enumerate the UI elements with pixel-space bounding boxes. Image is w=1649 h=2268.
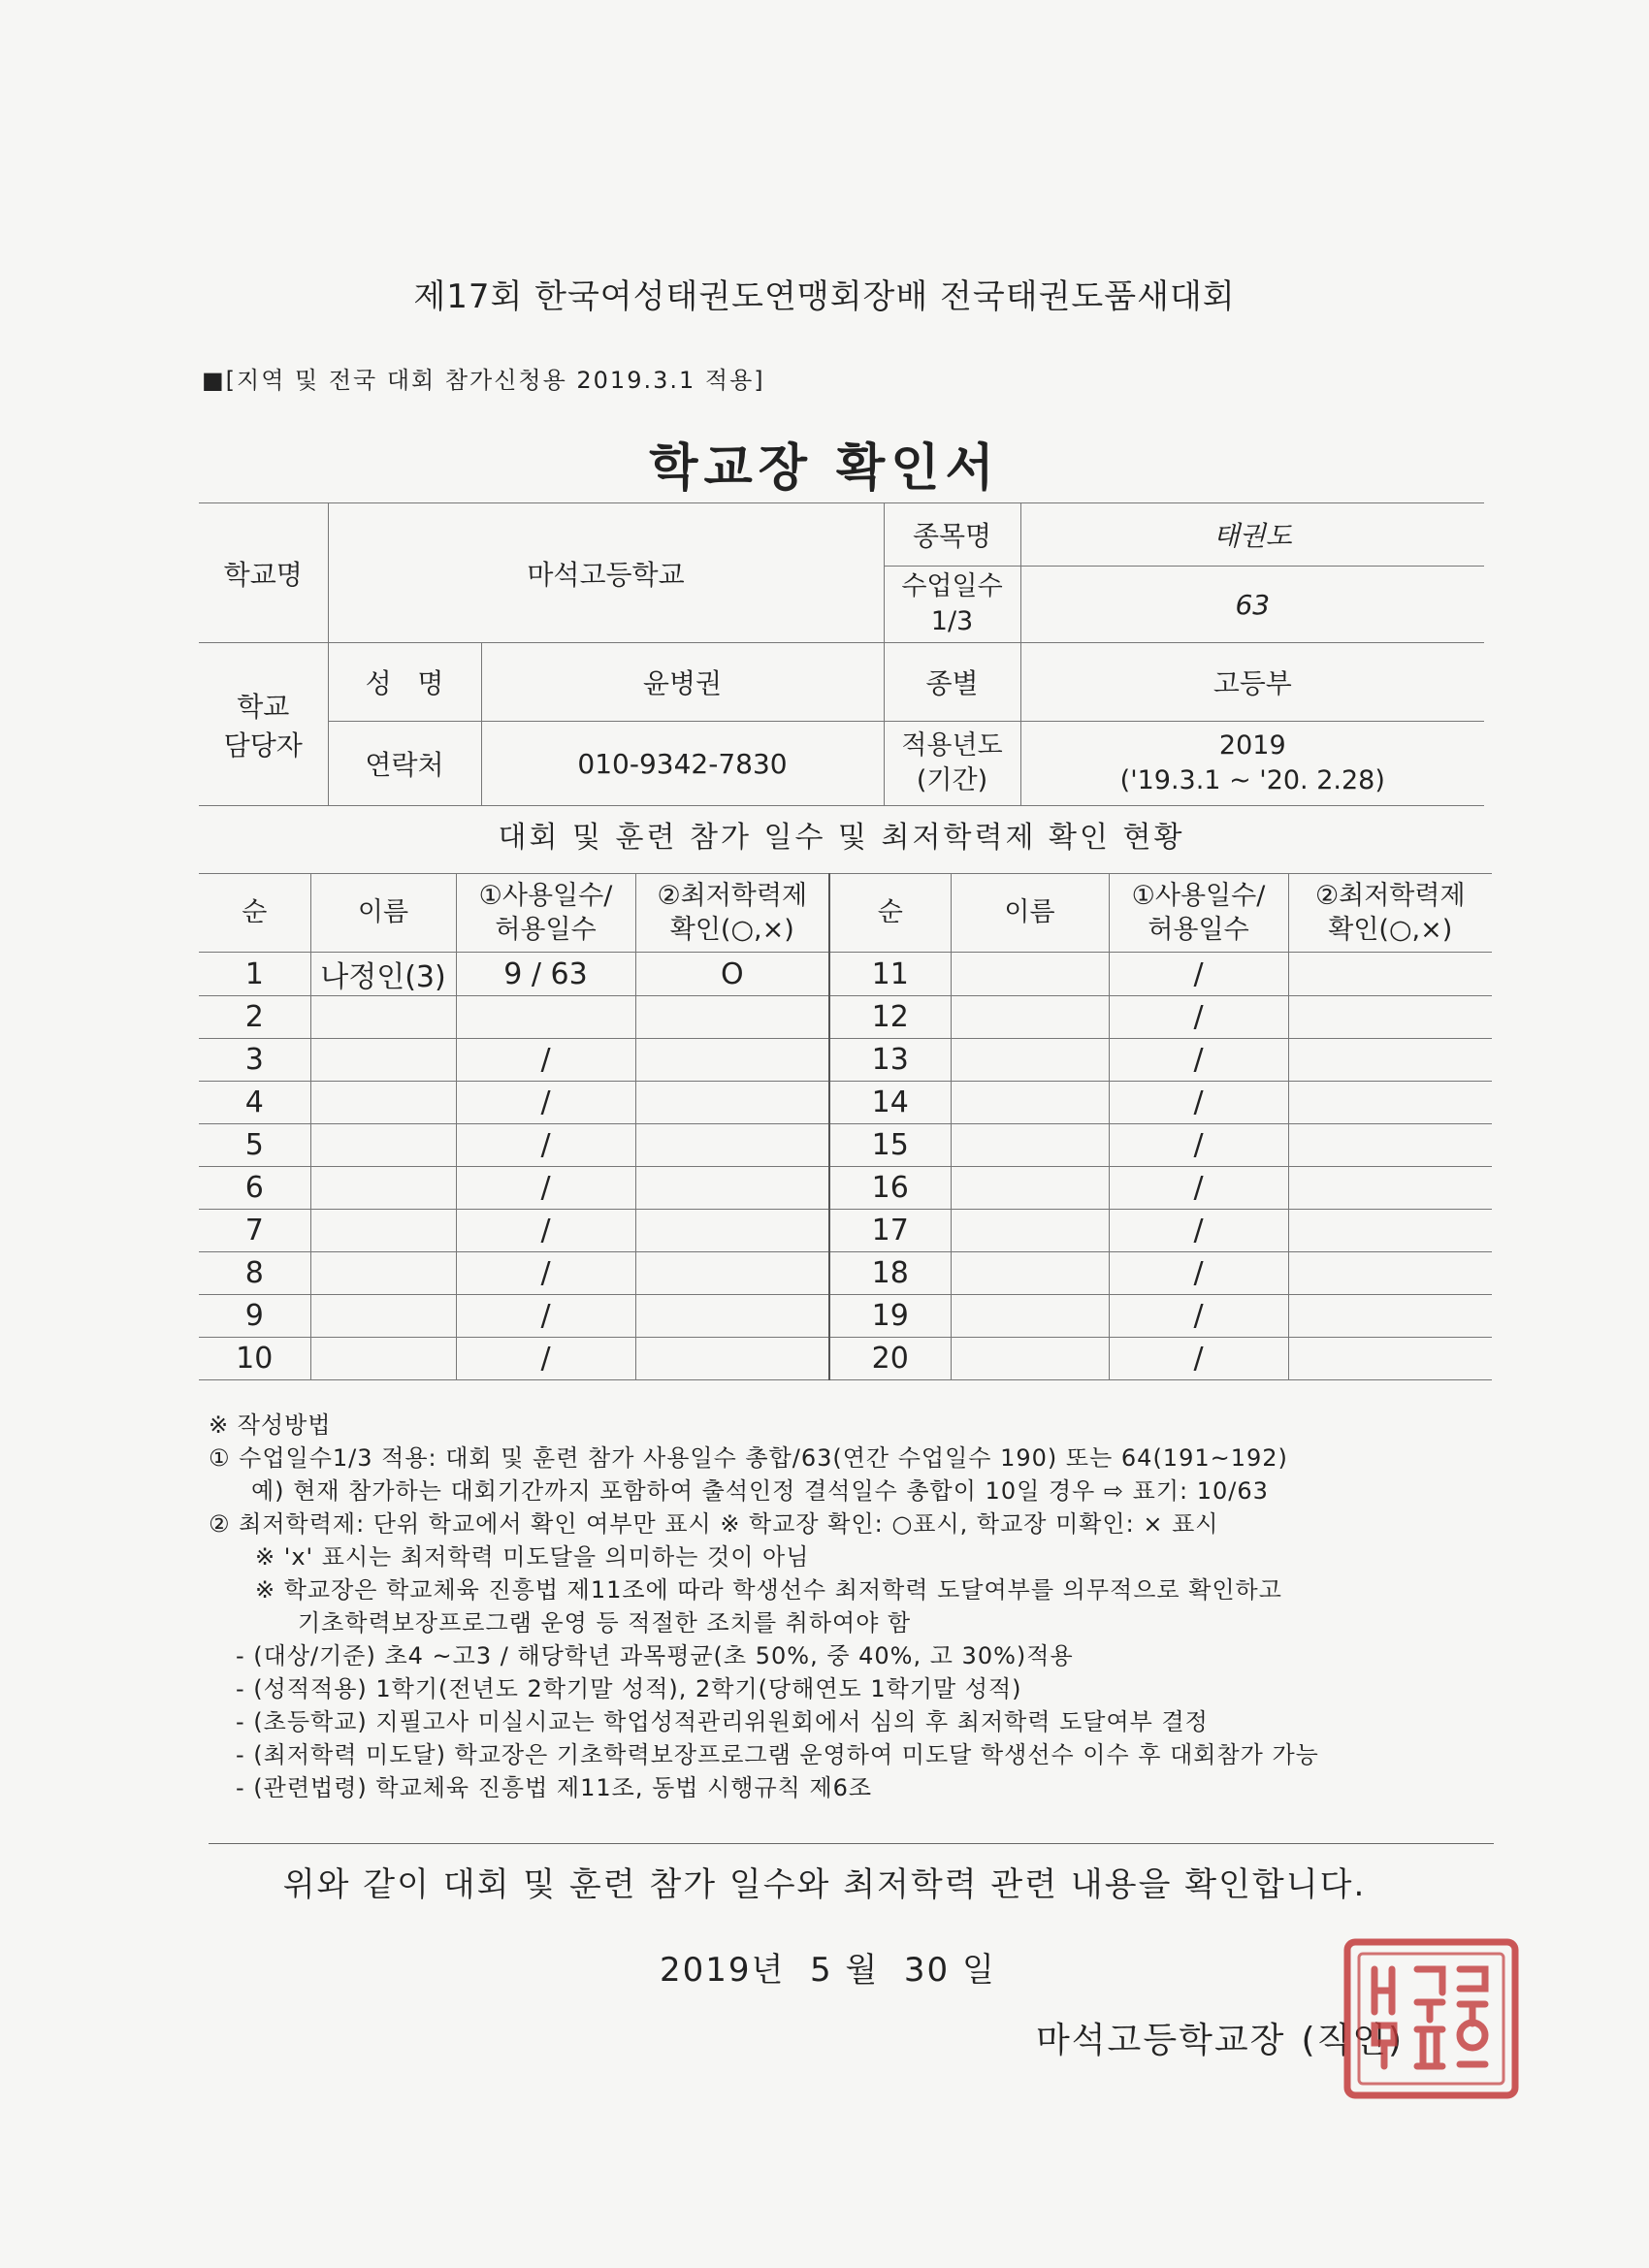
note-line: 기초학력보장프로그램 운영 등 적절한 조치를 취하여야 함 xyxy=(298,1609,912,1636)
note-line: - (초등학교) 지필고사 미실시교는 학업성적관리위원회에서 심의 후 최저학력 도달여부 결정 xyxy=(236,1708,1209,1735)
school-info-table xyxy=(199,502,1484,806)
year-label-line1: 적용년도 xyxy=(901,729,1003,761)
used-days: / xyxy=(456,1124,635,1167)
used-days: / xyxy=(456,1039,635,1082)
min-academic-confirm xyxy=(1288,1252,1492,1295)
used-days: / xyxy=(1109,1124,1288,1167)
used-days: / xyxy=(456,1210,635,1252)
col-header-days xyxy=(1109,874,1288,953)
col-header-confirm-line2: 확인(○,×) xyxy=(1328,915,1453,945)
used-days: / xyxy=(1109,1082,1288,1124)
player-name xyxy=(310,1338,456,1380)
min-academic-confirm xyxy=(635,1167,829,1210)
manager-label-line2: 담당자 xyxy=(223,729,303,761)
player-name xyxy=(951,953,1109,996)
principal-title: 마석고등학교장 xyxy=(1036,2021,1286,2060)
status-heading: 대회 및 훈련 참가 일수 및 최저학력제 확인 현황 xyxy=(498,821,1185,855)
manager-label-line1: 학교 xyxy=(237,690,290,723)
confirmation-statement: 위와 같이 대회 및 훈련 참가 일수와 최저학력 관련 내용을 확인합니다. xyxy=(282,1865,1367,1904)
note-line: ② 최저학력제: 단위 학교에서 확인 여부만 표시 ※ 학교장 확인: ○표시, 학교장 미확인: × 표시 xyxy=(209,1510,1219,1538)
class-days-value: 63 xyxy=(1020,567,1484,643)
table-row xyxy=(199,1039,1492,1082)
col-header-days xyxy=(456,874,635,953)
col-header-days-line1: ①사용일수/ xyxy=(1131,880,1266,911)
class-days-label-line2: 1/3 xyxy=(930,606,974,636)
used-days: / xyxy=(456,1295,635,1338)
col-header-no: 순 xyxy=(829,874,951,953)
table-row xyxy=(199,1252,1492,1295)
player-name xyxy=(951,1295,1109,1338)
note-line: ※ 작성방법 xyxy=(209,1411,332,1439)
used-days: / xyxy=(1109,1338,1288,1380)
note-line: - (대상/기준) 초4 ~고3 / 해당학년 과목평균(초 50%, 중 40%, 고 30%)적용 xyxy=(236,1642,1074,1669)
class-days-label-line1: 수업일수 xyxy=(901,570,1003,601)
player-name xyxy=(951,1210,1109,1252)
col-header-confirm xyxy=(635,874,829,953)
used-days: / xyxy=(456,1338,635,1380)
row-number: 16 xyxy=(829,1167,951,1210)
row-number: 11 xyxy=(829,953,951,996)
event-title: 제17회 한국여성태권도연맹회장배 전국태권도품새대회 xyxy=(413,277,1236,316)
player-name: 나정인(3) xyxy=(310,953,456,996)
row-number: 20 xyxy=(829,1338,951,1380)
col-header-no: 순 xyxy=(199,874,310,953)
col-header-confirm-line1: ②최저학력제 xyxy=(657,880,808,911)
col-header-name: 이름 xyxy=(951,874,1109,953)
used-days: / xyxy=(1109,1167,1288,1210)
table-row xyxy=(199,1295,1492,1338)
divider xyxy=(209,1843,1494,1844)
used-days: / xyxy=(1109,1039,1288,1082)
participation-status-table xyxy=(199,873,1492,1380)
school-label: 학교명 xyxy=(199,503,328,643)
col-header-confirm-line2: 확인(○,×) xyxy=(669,915,794,945)
player-name xyxy=(310,1295,456,1338)
player-name xyxy=(310,1082,456,1124)
min-academic-confirm xyxy=(635,1124,829,1167)
event-value: 태권도 xyxy=(1020,503,1484,567)
min-academic-confirm xyxy=(1288,996,1492,1039)
row-number: 6 xyxy=(199,1167,310,1210)
min-academic-confirm xyxy=(1288,1039,1492,1082)
col-header-confirm xyxy=(1288,874,1492,953)
table-row xyxy=(199,1082,1492,1124)
division-label: 종별 xyxy=(884,643,1020,722)
player-name xyxy=(951,1124,1109,1167)
player-name xyxy=(951,1252,1109,1295)
year-label-line2: (기간) xyxy=(916,765,988,795)
document-title: 학교장 확인서 xyxy=(649,439,1000,498)
school-name: 마석고등학교 xyxy=(328,503,884,643)
year-label xyxy=(884,722,1020,806)
manager-name-value: 윤병권 xyxy=(481,643,884,722)
row-number: 19 xyxy=(829,1295,951,1338)
player-name xyxy=(951,1338,1109,1380)
min-academic-confirm xyxy=(1288,1295,1492,1338)
event-label: 종목명 xyxy=(884,503,1020,567)
player-name xyxy=(951,1082,1109,1124)
class-days-label xyxy=(884,567,1020,643)
row-number: 17 xyxy=(829,1210,951,1252)
official-seal xyxy=(1342,1936,1521,2101)
contact-value: 010-9342-7830 xyxy=(481,722,884,806)
min-academic-confirm xyxy=(1288,1082,1492,1124)
player-name xyxy=(310,1039,456,1082)
table-row xyxy=(199,1210,1492,1252)
min-academic-confirm xyxy=(1288,1167,1492,1210)
used-days: / xyxy=(1109,996,1288,1039)
min-academic-confirm xyxy=(1288,1210,1492,1252)
form-note: ■[지역 및 전국 대회 참가신청용 2019.3.1 적용] xyxy=(202,367,765,394)
col-header-name: 이름 xyxy=(310,874,456,953)
used-days: / xyxy=(1109,1210,1288,1252)
row-number: 10 xyxy=(199,1338,310,1380)
note-line: 예) 현재 참가하는 대회기간까지 포함하여 출석인정 결석일수 총합이 10일 경우 ⇨ 표기: 10/63 xyxy=(251,1477,1269,1505)
note-line: ① 수업일수1/3 적용: 대회 및 훈련 참가 사용일수 총합/63(연간 수업일수 190) 또는 64(191~192) xyxy=(209,1444,1288,1472)
division-value: 고등부 xyxy=(1020,643,1484,722)
note-line: ※ 'x' 표시는 최저학력 미도달을 의미하는 것이 아님 xyxy=(255,1543,810,1571)
player-name xyxy=(310,996,456,1039)
row-number: 3 xyxy=(199,1039,310,1082)
player-name xyxy=(951,1167,1109,1210)
col-header-days-line2: 허용일수 xyxy=(495,915,597,945)
manager-name-label: 성 명 xyxy=(328,643,481,722)
row-number: 15 xyxy=(829,1124,951,1167)
min-academic-confirm xyxy=(635,1252,829,1295)
note-line: - (성적적용) 1학기(전년도 2학기말 성적), 2학기(당해연도 1학기말 성적) xyxy=(236,1675,1022,1702)
table-row xyxy=(199,1124,1492,1167)
min-academic-confirm xyxy=(635,1039,829,1082)
min-academic-confirm xyxy=(1288,1124,1492,1167)
min-academic-confirm xyxy=(635,1295,829,1338)
note-line: - (관련법령) 학교체육 진흥법 제11조, 동법 시행규칙 제6조 xyxy=(236,1774,873,1801)
player-name xyxy=(310,1210,456,1252)
used-days: / xyxy=(1109,1252,1288,1295)
confirmation-date: 2019년 5 월 30 일 xyxy=(660,1951,996,1990)
row-number: 9 xyxy=(199,1295,310,1338)
row-number: 7 xyxy=(199,1210,310,1252)
row-number: 18 xyxy=(829,1252,951,1295)
writing-instructions xyxy=(209,1409,1499,1804)
col-header-confirm-line1: ②최저학력제 xyxy=(1314,880,1466,911)
col-header-days-line1: ①사용일수/ xyxy=(478,880,613,911)
col-header-days-line2: 허용일수 xyxy=(1148,915,1249,945)
note-line: - (최저학력 미도달) 학교장은 기초학력보장프로그램 운영하여 미도달 학생선수 이수 후 대회참가 가능 xyxy=(236,1741,1319,1768)
player-name xyxy=(310,1252,456,1295)
seal-label: (직인) xyxy=(1301,2021,1405,2060)
used-days: 9 / 63 xyxy=(456,953,635,996)
contact-label: 연락처 xyxy=(328,722,481,806)
row-number: 2 xyxy=(199,996,310,1039)
used-days: / xyxy=(1109,1295,1288,1338)
year-value xyxy=(1020,722,1484,806)
row-number: 4 xyxy=(199,1082,310,1124)
table-row xyxy=(199,953,1492,996)
used-days xyxy=(456,996,635,1039)
player-name xyxy=(310,1167,456,1210)
used-days: / xyxy=(1109,953,1288,996)
used-days: / xyxy=(456,1082,635,1124)
table-row xyxy=(199,996,1492,1039)
player-name xyxy=(951,996,1109,1039)
row-number: 5 xyxy=(199,1124,310,1167)
min-academic-confirm xyxy=(635,1338,829,1380)
row-number: 13 xyxy=(829,1039,951,1082)
min-academic-confirm xyxy=(1288,953,1492,996)
used-days: / xyxy=(456,1252,635,1295)
used-days: / xyxy=(456,1167,635,1210)
row-number: 12 xyxy=(829,996,951,1039)
min-academic-confirm: O xyxy=(635,953,829,996)
player-name xyxy=(310,1124,456,1167)
table-row xyxy=(199,1167,1492,1210)
row-number: 1 xyxy=(199,953,310,996)
note-line: ※ 학교장은 학교체육 진흥법 제11조에 따라 학생선수 최저학력 도달여부를 의무적으로 확인하고 xyxy=(255,1576,1282,1604)
row-number: 14 xyxy=(829,1082,951,1124)
min-academic-confirm xyxy=(635,1082,829,1124)
table-row xyxy=(199,1338,1492,1380)
min-academic-confirm xyxy=(1288,1338,1492,1380)
year-value-line2: ('19.3.1 ~ '20. 2.28) xyxy=(1119,765,1385,795)
player-name xyxy=(951,1039,1109,1082)
min-academic-confirm xyxy=(635,996,829,1039)
row-number: 8 xyxy=(199,1252,310,1295)
min-academic-confirm xyxy=(635,1210,829,1252)
year-value-line1: 2019 xyxy=(1218,729,1286,761)
manager-label xyxy=(199,643,328,806)
